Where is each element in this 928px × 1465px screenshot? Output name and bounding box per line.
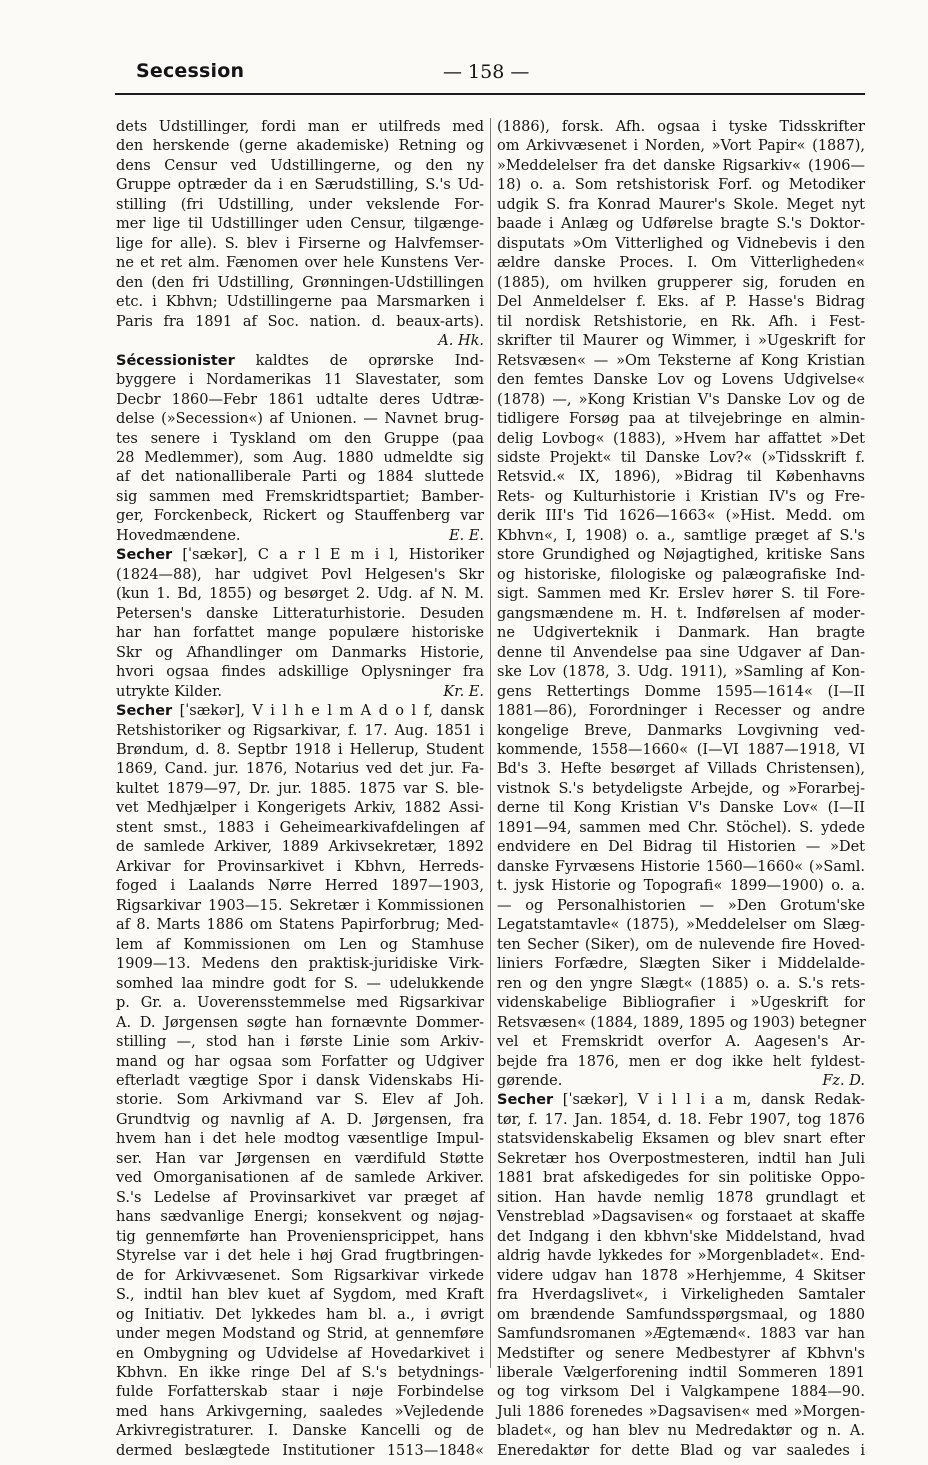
line-text: videre udgav han 1878 »Herhjemme, 4 Skitser — [497, 1267, 865, 1284]
author-signature: Fz. D. — [822, 1072, 865, 1089]
text-line — [497, 507, 865, 526]
text-line — [116, 975, 484, 994]
text-line — [116, 1033, 484, 1052]
right-column — [497, 118, 865, 1461]
line-text: byggere i Nordamerikas 11 Slavestater, som — [116, 372, 484, 389]
text-line — [497, 663, 865, 682]
text-line — [497, 741, 865, 760]
text-line — [497, 1267, 865, 1286]
text-line — [497, 819, 865, 838]
line-text: udgik S. fra Konrad Maurer's Skole. Meget nyt — [497, 196, 865, 213]
line-text: [ˈsækər], C a r l E m i l, Historiker — [172, 547, 484, 564]
line-text: stilling —, stod han i første Linie som Arkiv- — [116, 1034, 484, 1051]
line-text: liberale Vælgerforening indtil Sommeren 1891 — [497, 1365, 865, 1381]
line-text: Juli 1886 forenedes »Dagsavisen« med »Morgen- — [497, 1403, 865, 1420]
line-text: baade i Anlæg og Udførelse bragte S.'s Doktor- — [497, 216, 865, 233]
text-line — [116, 897, 484, 916]
text-line — [497, 488, 865, 507]
line-text: og Initiativ. Det lykkedes ham bl. a., i øvrigt — [116, 1306, 484, 1323]
line-text: danske Fyrvæsens Historie 1560—1660« (»Saml. — [497, 858, 865, 875]
text-line — [497, 760, 865, 779]
line-text: Skr og Afhandlinger om Danmarks Historie, — [116, 644, 484, 661]
line-text: Arkivregistraturer. I. Danske Kancelli og de — [116, 1423, 484, 1440]
text-line — [497, 877, 865, 896]
text-line — [116, 936, 484, 955]
text-line — [116, 215, 484, 234]
line-text: storie. Som Arkivmand var S. Elev af Joh. — [116, 1092, 484, 1109]
text-line — [116, 449, 484, 468]
text-line — [116, 1072, 484, 1091]
text-line — [497, 196, 865, 215]
line-text: Hovedmændene. — [116, 527, 241, 544]
line-text: tes senere i Tyskland om den Gruppe (paa — [116, 430, 484, 447]
text-line — [497, 1228, 865, 1247]
line-text: 1881—86), Forordninger i Recesser og andre — [497, 703, 865, 720]
text-line — [116, 819, 484, 838]
text-line — [116, 877, 484, 896]
line-text: den femtes Danske Lov og Lovens Udgivelse« — [497, 372, 865, 389]
text-line — [497, 1286, 865, 1305]
text-line — [497, 799, 865, 818]
line-text: vel et Fremskridt overfor A. Aagesen's Ar- — [497, 1034, 865, 1051]
text-line — [116, 1325, 484, 1344]
line-text: (1878) —, »Kong Kristian V's Danske Lov og de — [497, 391, 865, 408]
line-text: 28 Medlemmer), som Aug. 1880 udmeldte sig — [116, 449, 484, 466]
line-text: Del Anmeldelser f. Eks. af P. Hasse's Bidrag — [497, 294, 865, 311]
line-text: tidligere Forsøg paa at tilvejebringe en almin- — [497, 411, 865, 428]
line-text: sition. Han havde nemlig 1878 grundlagt et — [497, 1189, 865, 1206]
line-text: lem af Kommissionen om Len og Stamhuse — [116, 936, 484, 953]
text-line — [116, 1150, 484, 1169]
text-line — [497, 1383, 865, 1402]
text-line — [497, 176, 865, 195]
text-line — [116, 1169, 484, 1188]
text-line — [497, 254, 865, 273]
line-text: Medstifter og senere Medbestyrer af Kbhvn's — [497, 1345, 865, 1362]
text-line — [497, 332, 865, 351]
line-text: Kbhvn«, I, 1908) o. a., samtlige præget af S.'s — [497, 527, 865, 544]
text-line — [116, 1383, 484, 1402]
line-text: derik III's Tid 1626—1663« (»Hist. Medd. om — [497, 508, 865, 525]
text-line — [116, 566, 484, 585]
text-line — [497, 352, 865, 371]
line-text: Paris fra 1891 af Soc. nation. d. beaux-arts). — [116, 313, 484, 330]
line-text: kaldtes de oprørske Ind- — [234, 352, 484, 369]
line-text: af det nationalliberale Parti og 1884 sluttede — [116, 469, 484, 486]
text-line — [116, 371, 484, 390]
text-line — [497, 1053, 865, 1072]
line-text: foged i Laalands Nørre Herred 1897—1903, — [116, 878, 484, 895]
text-line — [497, 585, 865, 604]
line-text: Styrelse var i det hele i høj Grad frugtbringen- — [116, 1248, 484, 1265]
text-line — [116, 1091, 484, 1110]
line-text: 1891—94, sammen med Chr. Stöchel). S. ydede — [497, 819, 865, 836]
line-text: efterladt vægtige Spor i dansk Videnskabs Hi- — [116, 1072, 484, 1089]
line-text: ældre danske Proces. I. Om Vitterligheden« — [497, 255, 865, 272]
text-line — [497, 313, 865, 332]
line-text: Grundtvig og navnlig af A. D. Jørgensen, fra — [116, 1111, 484, 1128]
text-line — [116, 352, 484, 371]
text-line — [116, 624, 484, 643]
line-text: Rigsarkivar 1903—15. Sekretær i Kommissionen — [116, 897, 484, 914]
line-text: vet Medhjælper i Kongerigets Arkiv, 1882 Assi- — [116, 800, 484, 817]
line-text: (1824—88), har udgivet Povl Helgesen's Skr — [116, 566, 484, 583]
line-text: sidste Projekt« til Danske Lov?« (»Tidsskrift f. — [497, 449, 865, 466]
line-text: endvidere en Del Bidrag til Historien — »Det — [497, 839, 865, 856]
entry-headword: Secher — [116, 703, 173, 720]
text-line — [497, 994, 865, 1013]
text-line — [497, 1442, 865, 1461]
text-line — [497, 1364, 865, 1383]
line-text: — og Personalhistorien — »Den Grotum'ske — [497, 897, 865, 914]
text-line — [116, 858, 484, 877]
line-text: mand og har ogsaa som Forfatter og Udgiver — [116, 1053, 484, 1070]
text-line — [497, 858, 865, 877]
text-line — [497, 1130, 865, 1149]
line-text: af 8. Marts 1886 om Statens Papirforbrug; Med- — [116, 917, 484, 934]
line-text: de for Arkivvæsenet. Som Rigsarkivar virkede — [116, 1267, 484, 1284]
line-text: S.'s Ledelse af Provinsarkivet var præget af — [116, 1189, 484, 1206]
line-text: stent smst., 1883 i Geheimearkivafdelingen af — [116, 819, 484, 836]
text-line — [116, 585, 484, 604]
text-line — [116, 1014, 484, 1033]
text-line — [497, 1014, 865, 1033]
line-text: har han forfattet mange populære historiske — [116, 625, 484, 642]
text-line — [497, 1091, 865, 1110]
text-line — [497, 1150, 865, 1169]
text-line — [116, 1228, 484, 1247]
line-text: vistnok S.'s betydeligste Arbejde, og »Forarbej- — [497, 780, 865, 797]
text-line — [497, 722, 865, 741]
line-text: og tog virksom Del i Valgkampene 1884—90. — [497, 1384, 865, 1401]
text-line — [116, 1208, 484, 1227]
text-line — [116, 137, 484, 156]
text-line — [116, 176, 484, 195]
header-rule — [115, 93, 865, 95]
text-line — [497, 702, 865, 721]
line-text: hvori ogsaa findes adskillige Oplysninger fra — [116, 664, 484, 681]
text-line — [497, 449, 865, 468]
text-line — [116, 1306, 484, 1325]
line-text: ser. Han var Jørgensen en værdifuld Støtte — [116, 1150, 484, 1167]
text-line — [497, 936, 865, 955]
text-line — [116, 527, 484, 546]
line-text: kongelige Breve, Danmarks Lovgivning ved- — [497, 722, 865, 739]
line-text: sig sammen med Fremskridtspartiet; Bamber- — [116, 488, 484, 505]
line-text: kommende, 1558—1660« (I—VI 1887—1918, VI — [497, 742, 865, 758]
line-text: etc. i Kbhvn; Udstillingerne paa Marsmarken i — [116, 294, 484, 311]
text-line — [497, 566, 865, 585]
line-text: 1909—13. Medens den praktisk-juridiske Virk- — [116, 956, 484, 973]
text-line — [497, 838, 865, 857]
line-text: tig gennemførte han Provenienspricippet, hans — [116, 1228, 484, 1245]
line-text: delig Lovbog« (1883), »Hvem har affattet »Det — [497, 430, 865, 447]
line-text: dets Udstillinger, fordi man er utilfreds med — [116, 119, 484, 135]
text-line — [497, 371, 865, 390]
text-line — [116, 488, 484, 507]
text-line — [116, 1345, 484, 1364]
text-line — [497, 410, 865, 429]
line-text: gørende. — [497, 1072, 563, 1089]
text-line — [497, 430, 865, 449]
line-text: bladet«, og han blev nu Medredaktør og n. A. — [497, 1423, 865, 1440]
text-line — [116, 235, 484, 254]
text-line — [116, 118, 484, 137]
line-text: Venstreblad »Dagsavisen« og forstaaet at skaffe — [497, 1209, 865, 1226]
line-text: ved Omorganisationen af de samlede Arkiver. — [116, 1170, 484, 1187]
line-text: mer lige til Udstillinger uden Censur, tilgænge- — [116, 216, 484, 233]
line-text: ten Secher (Siker), om de nulevende fire Hoved- — [497, 936, 865, 953]
text-line — [497, 683, 865, 702]
text-line — [116, 507, 484, 526]
line-text: og historiske, filologiske og palæografiske Ind- — [497, 566, 865, 583]
line-text: Legatstamtavle« (1875), »Meddelelser om Slæg- — [497, 917, 865, 934]
text-line — [116, 313, 484, 332]
line-text: hvem han i det hele modtog væsentlige Impul- — [116, 1131, 484, 1148]
line-text: Bd's 3. Hefte besørget af Villads Christensen), — [497, 761, 865, 778]
line-text: dens Censur ved Udstillingerne, og den ny — [116, 157, 484, 174]
page-number: — 158 — — [443, 61, 530, 83]
text-line — [116, 1267, 484, 1286]
text-line — [497, 546, 865, 565]
text-line — [116, 760, 484, 779]
text-line — [116, 644, 484, 663]
line-text: 1881 brat afskedigedes for sin politiske Oppo- — [497, 1170, 865, 1187]
entry-headword: Secher — [116, 547, 173, 564]
line-text: somhed laa mindre godt for S. — udelukkende — [116, 975, 484, 992]
line-text: det Indgang i den kbhvn'ske Middelstand, hvad — [497, 1228, 865, 1245]
text-line — [116, 293, 484, 312]
text-line — [497, 215, 865, 234]
author-signature: E. E. — [449, 527, 484, 544]
line-text: utrykte Kilder. — [116, 683, 223, 700]
text-line — [497, 1189, 865, 1208]
text-line — [116, 391, 484, 410]
text-line — [497, 1033, 865, 1052]
text-line — [116, 1286, 484, 1305]
text-line — [116, 994, 484, 1013]
text-line — [497, 897, 865, 916]
text-line — [497, 527, 865, 546]
text-line — [116, 157, 484, 176]
line-text: den (den fri Udstilling, Grønningen-Udstillingen — [116, 274, 484, 291]
left-column — [116, 118, 484, 1461]
text-line — [497, 1403, 865, 1422]
line-text: den herskende (gerne akademiske) Retning og — [116, 138, 484, 155]
line-text: med hans Arkivgerning, saaledes »Vejledende — [116, 1403, 484, 1420]
text-line — [116, 430, 484, 449]
line-text: p. Gr. a. Uoverensstemmelse med Rigsarkivar — [116, 995, 484, 1012]
line-text: videnskabelige Bibliografier i »Ugeskrift for — [497, 995, 865, 1012]
line-text: Rets- og Kulturhistorie i Kristian IV's og Fre- — [497, 488, 865, 505]
line-text: Samfundsromanen »Ægtemænd«. 1883 var han — [497, 1326, 865, 1343]
line-text: skrifter til Maurer og Wimmer, i »Ugeskrift for — [497, 333, 865, 350]
line-text: dermed beslægtede Institutioner 1513—1848« — [116, 1442, 484, 1459]
text-line — [116, 1364, 484, 1383]
author-signature: Kr. E. — [443, 683, 484, 700]
line-text: Petersen's danske Litteraturhistorie. Desuden — [116, 605, 484, 622]
text-line — [497, 975, 865, 994]
line-text: t. jysk Historie og Topografi« 1899—1900) o. a. — [497, 878, 865, 895]
text-line — [497, 1111, 865, 1130]
text-line — [116, 702, 484, 721]
line-text: (1886), forsk. Afh. ogsaa i tyske Tidsskrifter — [497, 119, 865, 135]
line-text: en Ombygning og Udvidelse af Hovedarkivet i — [116, 1345, 484, 1362]
line-text: aldrig havde lykkedes for »Morgenbladet«. End- — [497, 1248, 865, 1265]
text-line — [497, 605, 865, 624]
line-text: fulde Forfatterskab staar i nøje Forbindelse — [116, 1384, 484, 1401]
line-text: (1885), om hvilken grupperer sig, foruden en — [497, 274, 865, 291]
line-text: statsvidenskabelig Eksamen og blev snart efter — [497, 1131, 865, 1148]
text-line — [116, 663, 484, 682]
text-line — [116, 1247, 484, 1266]
line-text: ren og den yngre Slægt« (1885) o. a. S.'s rets- — [497, 975, 865, 992]
text-line — [116, 955, 484, 974]
line-text: 1869, Cand. jur. 1876, Notarius ved det jur. Fa- — [116, 761, 484, 778]
text-line — [116, 605, 484, 624]
line-text: denne til Anvendelse paa sine Udgaver af Dan- — [497, 644, 865, 661]
text-line — [497, 1247, 865, 1266]
line-text: Kbhvn. En ikke ringe Del af S.'s betydnings- — [116, 1365, 484, 1381]
text-line — [116, 741, 484, 760]
text-line — [116, 468, 484, 487]
text-line — [116, 780, 484, 799]
text-line — [497, 274, 865, 293]
line-text: derne til Kong Kristian V's Danske Lov« (I—II — [497, 800, 865, 817]
line-text: tør, f. 17. Jan. 1854, d. 18. Febr 1907, tog 1876 — [497, 1111, 865, 1128]
text-line — [497, 780, 865, 799]
text-line — [497, 157, 865, 176]
text-line — [116, 196, 484, 215]
line-text: S., indtil han blev kuet af Sygdom, med Kraft — [116, 1287, 484, 1304]
line-text: gens Rettertings Domme 1595—1614« (I—II — [497, 683, 865, 700]
line-text: til nordisk Retshistorie, en Rk. Afh. i Fest- — [497, 313, 865, 330]
line-text: ne et ret alm. Fænomen over hele Kunstens Ver- — [116, 255, 484, 272]
text-line — [497, 1345, 865, 1364]
text-line — [497, 391, 865, 410]
author-signature: A. Hk. — [438, 333, 484, 350]
line-text: A. D. Jørgensen søgte han fornævnte Dommer- — [116, 1014, 484, 1031]
line-text: ger, Forckenbeck, Rickert og Stauffenberg var — [116, 508, 484, 525]
text-line — [497, 118, 865, 137]
column-divider — [490, 118, 491, 1368]
line-text: Retsvid.« IX, 1896), »Bidrag til Københavns — [497, 469, 865, 486]
text-line — [497, 1169, 865, 1188]
text-line — [497, 644, 865, 663]
line-text: bejde fra 1876, men er dog ikke helt fyldest- — [497, 1053, 865, 1070]
text-line — [116, 1053, 484, 1072]
text-line — [116, 916, 484, 935]
line-text: [ˈsækər], V i l l i a m, dansk Redak- — [553, 1092, 865, 1109]
line-text: Eneredaktør for dette Blad og var saaledes i — [497, 1442, 865, 1459]
text-line — [497, 1208, 865, 1227]
line-text: hans sædvanlige Energi; konsekvent og nøjag- — [116, 1209, 484, 1226]
entry-headword: Secher — [497, 1092, 554, 1109]
text-line — [497, 293, 865, 312]
text-line — [497, 1422, 865, 1441]
text-line — [116, 1130, 484, 1149]
line-text: fra Hverdagslivet«, i Virkeligheden Samtaler — [497, 1287, 865, 1304]
line-text: liniers Forfædre, Slægten Siker i Middelalde- — [497, 956, 865, 973]
line-text: ske Lov (1878, 3. Udg. 1911), »Samling af Kon- — [497, 664, 865, 681]
line-text: ne Udgiverteknik i Danmark. Han bragte — [497, 625, 865, 642]
line-text: store Grundighed og Nøjagtighed, kritiske Sans — [497, 547, 865, 564]
text-line — [116, 254, 484, 273]
line-text: Retsvæsen« — »Om Teksterne af Kong Kristian — [497, 352, 865, 369]
text-line — [116, 546, 484, 565]
entry-headword: Sécessionister — [116, 352, 235, 369]
running-head-title: Secession — [136, 60, 245, 82]
line-text: Arkivar for Provinsarkivet i Kbhvn, Herreds- — [116, 858, 484, 875]
line-text: Gruppe optræder da i en Særudstilling, S.'s Ud- — [116, 177, 484, 194]
text-line — [116, 683, 484, 702]
text-line — [497, 1306, 865, 1325]
line-text: disputats »Om Vitterlighed og Vidnebevis i den — [497, 235, 865, 252]
line-text: »Meddelelser fra det danske Rigsarkiv« (1906— — [497, 157, 865, 174]
text-line — [497, 137, 865, 156]
text-line — [116, 274, 484, 293]
line-text: lige for alle). S. blev i Firserne og Halvfemser- — [116, 235, 484, 252]
text-line — [116, 1189, 484, 1208]
text-line — [497, 955, 865, 974]
text-line — [116, 1403, 484, 1422]
line-text: Brøndum, d. 8. Septbr 1918 i Hellerup, Student — [116, 742, 484, 758]
text-line — [116, 1111, 484, 1130]
line-text: stilling (fri Udstilling, under vekslende For- — [116, 196, 484, 213]
line-text: Sekretær hos Overpostmesteren, indtil han Juli — [497, 1150, 865, 1167]
line-text: (kun 1. Bd, 1855) og besørget 2. Udg. af N. M. — [116, 586, 484, 603]
text-line — [116, 1422, 484, 1441]
text-line — [116, 722, 484, 741]
text-line — [116, 799, 484, 818]
line-text: om Arkivvæsenet i Norden, »Vort Papir« (1887), — [497, 138, 865, 155]
text-line — [497, 624, 865, 643]
text-line — [497, 916, 865, 935]
text-line — [497, 235, 865, 254]
line-text: om brændende Samfundsspørgsmaal, og 1880 — [497, 1306, 865, 1323]
line-text: gangsmændene m. H. t. Indførelsen af moder- — [497, 605, 865, 622]
line-text: Retshistoriker og Rigsarkivar, f. 17. Aug. 1851 i — [116, 722, 484, 739]
line-text: delse (»Secession«) af Unionen. — Navnet brug- — [116, 411, 484, 428]
line-text: de samlede Arkiver, 1889 Arkivsekretær, 1892 — [116, 839, 484, 856]
text-line — [497, 468, 865, 487]
line-text: sigt. Sammen med Kr. Erslev hører S. til Fore- — [497, 586, 865, 603]
line-text: 18) o. a. Som retshistorisk Forf. og Metodiker — [497, 177, 865, 194]
line-text: kultet 1879—97, Dr. jur. 1885. 1875 var S. ble- — [116, 780, 484, 797]
text-line — [116, 1442, 484, 1461]
line-text: Decbr 1860—Febr 1861 udtalte deres Udtræ- — [116, 391, 484, 408]
text-line — [497, 1072, 865, 1091]
text-line — [116, 410, 484, 429]
text-line — [116, 838, 484, 857]
line-text: [ˈsækər], V i l h e l m A d o l f, dansk — [172, 703, 484, 720]
text-line — [497, 1325, 865, 1344]
line-text: under megen Modstand og Strid, at gennemføre — [116, 1326, 484, 1343]
line-text: Retsvæsen« (1884, 1889, 1895 og 1903) betegner — [497, 1014, 867, 1031]
